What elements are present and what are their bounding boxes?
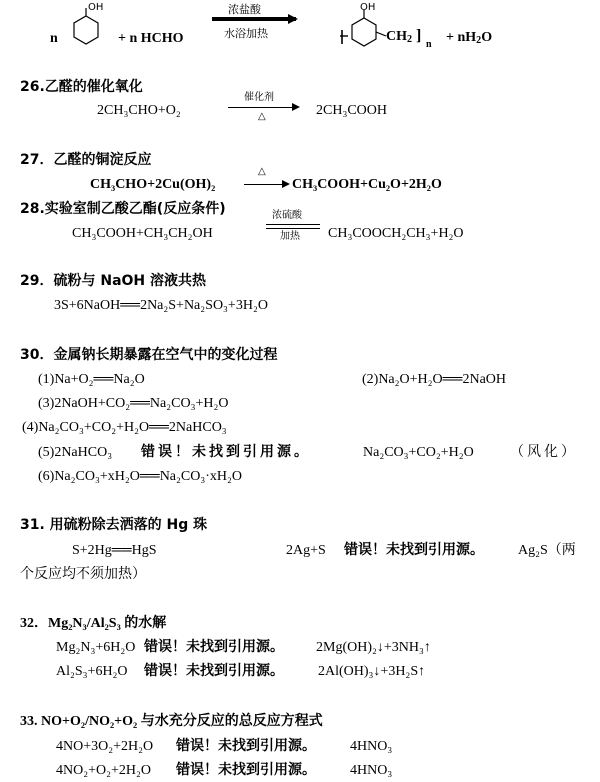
water-product <box>446 31 492 45</box>
section-32-title-text: 的水解 <box>124 615 167 631</box>
polymer-hydroxyl-label: OH <box>360 2 376 13</box>
section-31-equation-2-left: 2Ag+S <box>286 543 326 558</box>
methylene-group <box>386 30 412 44</box>
heat-symbol: △ <box>258 111 266 122</box>
reference-error-text-31: 错误！未找到引用源。 <box>344 542 484 558</box>
equilibrium-arrow-forward <box>266 224 320 225</box>
section-30-line-3: (3)2NaOH+CO₂══Na₂CO₃+H₂O <box>38 396 229 411</box>
section-32-line-1-left: Mg₂N₃+6H₂O <box>56 640 136 655</box>
degree-subscript-n: n <box>426 39 432 50</box>
weathering-note: （风化） <box>510 444 578 460</box>
section-33-line-1-right: 4HNO₃ <box>350 739 393 754</box>
section-32-line-1-right: 2Mg(OH)₂↓+3NH₃↑ <box>316 640 431 655</box>
water-tail: O <box>481 30 493 45</box>
section-31-equation-1: S+2Hg══HgS <box>72 543 157 558</box>
reactant-hcho: + n HCHO <box>118 31 184 46</box>
condition-top: 浓盐酸 <box>228 3 261 16</box>
section-33-line-2-right: 4HNO₃ <box>350 763 393 778</box>
condition-bottom: 水浴加热 <box>224 27 268 40</box>
section-30-line-4: (4)Na₂CO₃+CO₂+H₂O══2NaHCO₃ <box>22 420 227 435</box>
section-30-line-5-left: (5)2NaHCO₃ <box>38 445 113 460</box>
section-30-line-6: (6)Na₂CO₃+xH₂O══Na₂CO₃·xH₂O <box>38 469 242 484</box>
reference-error-text: 错误！未找到引用源。 <box>141 444 311 460</box>
section-30-title: 30．金属钠长期暴露在空气中的变化过程 <box>20 347 278 363</box>
section-32-line-2-left: Al₂S₃+6H₂O <box>56 664 128 679</box>
conc-sulfuric-label: 浓硫酸 <box>272 210 302 221</box>
section-33-title-text: 与水充分反应的总反应方程式 <box>140 713 323 729</box>
bracket-right: ] <box>416 27 422 44</box>
section-26-title: 26.乙醛的催化氧化 <box>20 79 143 95</box>
equilibrium-arrow-backward <box>266 228 320 229</box>
section-26-products: 2CH₃COOH <box>316 103 387 118</box>
reaction-arrow <box>212 17 296 21</box>
methylene-text: CH <box>386 29 407 44</box>
reference-error-text-32b: 错误！未找到引用源。 <box>144 663 284 679</box>
section-27-reactants: CH₃CHO+2Cu(OH)₂ <box>90 177 216 192</box>
section-28-reactants: CH₃COOH+CH₃CH₂OH <box>72 226 213 241</box>
reference-error-text-32a: 错误！未找到引用源。 <box>144 639 284 655</box>
section-27-title: 27．乙醛的铜淀反应 <box>20 152 152 168</box>
section-26-arrow <box>228 107 298 108</box>
section-30-line-5-right: Na₂CO₃+CO₂+H₂O <box>363 445 474 460</box>
catalyst-label: 催化剂 <box>244 92 274 103</box>
section-31-equation-2-right: Ag₂S（两 <box>518 543 576 558</box>
section-28-title: 28.实验室制乙酸乙酯(反应条件) <box>20 201 226 217</box>
section-31-title: 31. 用硫粉除去洒落的 Hg 珠 <box>20 517 208 533</box>
section-33-title <box>20 714 323 729</box>
section-33-line-2-left: 4NO₂+O₂+2H₂O <box>56 763 151 778</box>
section-30-line-1: (1)Na+O₂══Na₂O <box>38 372 145 387</box>
section-30-line-2: (2)Na₂O+H₂O══2NaOH <box>362 372 507 387</box>
section-28-products: CH₃COOCH₂CH₃+H₂O <box>328 226 464 241</box>
section-33-line-1-left: 4NO+3O₂+2H₂O <box>56 739 154 754</box>
section-27-arrow <box>244 184 288 185</box>
section-32-title-formula: 32．Mg₂N₃/Al₂S₃ <box>20 616 121 631</box>
section-26-reactants: 2CH₃CHO+O₂ <box>97 103 181 118</box>
hydroxyl-label: OH <box>88 2 104 13</box>
heat-symbol-27: △ <box>258 166 266 177</box>
methylene-subscript: 2 <box>407 34 413 46</box>
coefficient-n: n <box>50 31 58 46</box>
section-29-title: 29．硫粉与 NaOH 溶液共热 <box>20 273 207 289</box>
section-27-products: CH₃COOH+Cu₂O+2H₂O <box>292 177 442 192</box>
section-31-note: 个反应均不须加热） <box>20 566 146 582</box>
section-29-equation: 3S+6NaOH══2Na₂S+Na₂SO₃+3H₂O <box>54 298 268 313</box>
reference-error-text-33b: 错误！未找到引用源。 <box>176 762 316 778</box>
heating-label: 加热 <box>280 231 300 242</box>
section-33-title-formula: 33. NO+O₂/NO₂+O₂ <box>20 714 138 729</box>
reference-error-text-33a: 错误！未找到引用源。 <box>176 738 316 754</box>
section-32-title <box>20 616 166 631</box>
water-subscript: 2 <box>476 35 482 47</box>
water-text: + nH <box>446 30 477 45</box>
section-32-line-2-right: 2Al(OH)₃↓+3H₂S↑ <box>318 664 426 679</box>
